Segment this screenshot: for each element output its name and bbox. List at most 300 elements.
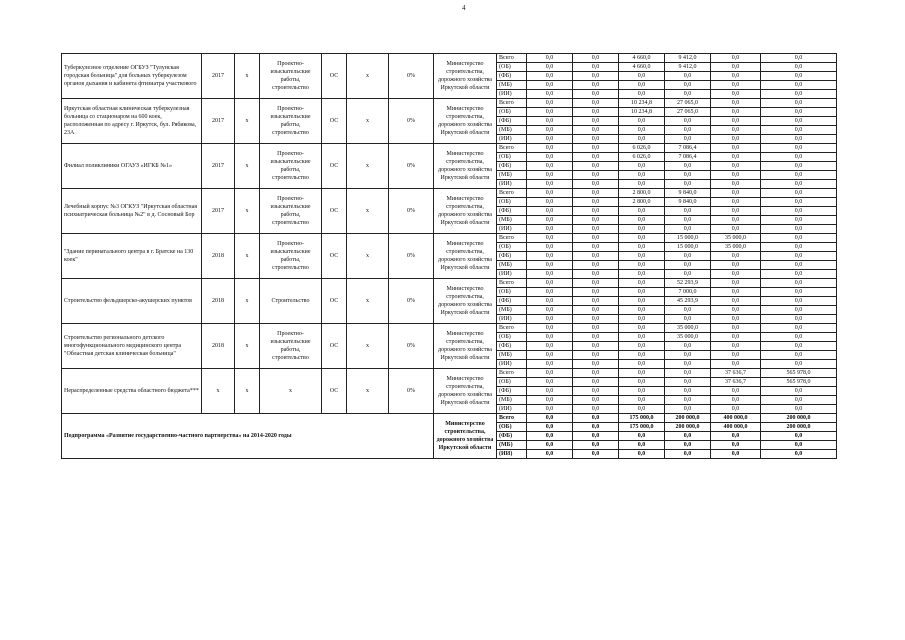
responsible-ministry: Министерство строительства, дорожного хозяйства Иркутской области	[434, 324, 497, 369]
funding-value: 0,0	[573, 81, 619, 90]
responsible-ministry: Министерство строительства, дорожного хозяйства Иркутской области	[434, 234, 497, 279]
funding-value: 0,0	[527, 225, 573, 234]
funding-value: 0,0	[573, 189, 619, 198]
funding-value: 0,0	[711, 261, 761, 270]
funding-source: (ИИ)	[497, 225, 527, 234]
ownership-form: ОС	[322, 54, 347, 99]
funding-value: 0,0	[761, 234, 837, 243]
funding-value: 200 000,0	[665, 423, 711, 432]
funding-source: Всего	[497, 279, 527, 288]
funding-value: 0,0	[665, 270, 711, 279]
funding-value: 0,0	[761, 162, 837, 171]
funding-value: 0,0	[619, 450, 665, 459]
ownership-form: ОС	[322, 99, 347, 144]
funding-source: (МБ)	[497, 171, 527, 180]
project-year: 2017	[202, 54, 235, 99]
placeholder-cell: x	[235, 234, 260, 279]
funding-value: 0,0	[573, 108, 619, 117]
funding-value: 0,0	[527, 189, 573, 198]
funding-value: 0,0	[619, 342, 665, 351]
funding-value: 0,0	[665, 207, 711, 216]
funding-value: 0,0	[665, 72, 711, 81]
funding-value: 9 840,0	[665, 198, 711, 207]
placeholder-cell: x	[347, 279, 389, 324]
work-type: x	[260, 369, 322, 414]
project-year: 2017	[202, 189, 235, 234]
funding-value: 0,0	[761, 351, 837, 360]
funding-value: 0,0	[711, 162, 761, 171]
funding-value: 0,0	[527, 243, 573, 252]
funding-value: 0,0	[619, 279, 665, 288]
funding-value: 0,0	[761, 81, 837, 90]
funding-value: 0,0	[527, 90, 573, 99]
funding-source: (ОБ)	[497, 63, 527, 72]
readiness-percent: 0%	[389, 189, 434, 234]
funding-value: 0,0	[761, 315, 837, 324]
funding-value: 175 000,0	[619, 414, 665, 423]
funding-value: 0,0	[527, 306, 573, 315]
funding-source: (МБ)	[497, 351, 527, 360]
funding-source: (МБ)	[497, 396, 527, 405]
funding-value: 0,0	[711, 450, 761, 459]
project-name: Строительство регионального детского многофункционального медицинского центра "Областная детская клиническая больница"	[62, 324, 202, 369]
funding-value: 0,0	[711, 171, 761, 180]
funding-value: 0,0	[619, 252, 665, 261]
funding-value: 175 000,0	[619, 423, 665, 432]
funding-value: 0,0	[527, 441, 573, 450]
funding-value: 0,0	[573, 162, 619, 171]
funding-value: 0,0	[665, 351, 711, 360]
funding-value: 0,0	[527, 360, 573, 369]
funding-value: 0,0	[527, 180, 573, 189]
funding-value: 0,0	[761, 324, 837, 333]
funding-value: 0,0	[527, 162, 573, 171]
funding-value: 0,0	[761, 243, 837, 252]
funding-value: 0,0	[761, 252, 837, 261]
funding-source: Всего	[497, 189, 527, 198]
placeholder-cell: x	[347, 99, 389, 144]
funding-value: 0,0	[527, 72, 573, 81]
funding-value: 0,0	[761, 288, 837, 297]
funding-source: (ИИ)	[497, 360, 527, 369]
funding-value: 0,0	[573, 180, 619, 189]
funding-value: 0,0	[573, 126, 619, 135]
responsible-ministry: Министерство строительства, дорожного хозяйства Иркутской области	[434, 54, 497, 99]
funding-value: 0,0	[573, 90, 619, 99]
funding-value: 0,0	[573, 387, 619, 396]
funding-value: 37 636,7	[711, 378, 761, 387]
funding-value: 0,0	[711, 117, 761, 126]
funding-value: 0,0	[761, 270, 837, 279]
page-number: 4	[462, 4, 466, 12]
funding-source: Всего	[497, 324, 527, 333]
funding-value: 0,0	[573, 441, 619, 450]
funding-value: 0,0	[665, 432, 711, 441]
funding-value: 0,0	[527, 63, 573, 72]
funding-value: 0,0	[619, 90, 665, 99]
funding-value: 0,0	[619, 270, 665, 279]
responsible-ministry: Министерство строительства, дорожного хозяйства Иркутской области	[434, 369, 497, 414]
responsible-ministry: Министерство строительства, дорожного хозяйства Иркутской области	[434, 99, 497, 144]
funding-source: (ИИ)	[497, 270, 527, 279]
funding-value: 6 026,0	[619, 153, 665, 162]
funding-value: 0,0	[711, 153, 761, 162]
funding-value: 0,0	[711, 252, 761, 261]
funding-value: 0,0	[665, 378, 711, 387]
funding-value: 0,0	[619, 315, 665, 324]
funding-value: 0,0	[619, 234, 665, 243]
funding-value: 0,0	[711, 108, 761, 117]
funding-value: 0,0	[573, 54, 619, 63]
project-year: x	[202, 369, 235, 414]
funding-value: 15 000,0	[665, 243, 711, 252]
funding-value: 0,0	[619, 297, 665, 306]
readiness-percent: 0%	[389, 324, 434, 369]
subprogram-name: Подпрограмма «Развитие государственно-частного партнерства» на 2014-2020 годы	[62, 414, 434, 459]
funding-value: 0,0	[665, 405, 711, 414]
funding-value: 0,0	[711, 324, 761, 333]
funding-value: 0,0	[527, 387, 573, 396]
funding-value: 0,0	[711, 360, 761, 369]
funding-value: 0,0	[711, 225, 761, 234]
funding-value: 0,0	[619, 135, 665, 144]
funding-value: 0,0	[573, 288, 619, 297]
table-row	[62, 189, 837, 198]
funding-value: 0,0	[527, 432, 573, 441]
funding-source: (ФБ)	[497, 342, 527, 351]
funding-source: (ОБ)	[497, 333, 527, 342]
funding-value: 0,0	[573, 432, 619, 441]
funding-source: (МБ)	[497, 441, 527, 450]
work-type: Проектно-изыскательские работы, строительство	[260, 324, 322, 369]
funding-value: 0,0	[573, 99, 619, 108]
funding-value: 27 065,0	[665, 99, 711, 108]
funding-value: 0,0	[527, 99, 573, 108]
funding-source: (ФБ)	[497, 297, 527, 306]
funding-value: 0,0	[711, 387, 761, 396]
funding-value: 0,0	[527, 351, 573, 360]
project-name: Филиал поликлиники ОГАУЗ «ИГКБ №1»	[62, 144, 202, 189]
funding-value: 0,0	[527, 198, 573, 207]
funding-value: 0,0	[619, 180, 665, 189]
funding-value: 0,0	[711, 351, 761, 360]
funding-value: 0,0	[665, 216, 711, 225]
funding-source: (ИИ)	[497, 450, 527, 459]
readiness-percent: 0%	[389, 369, 434, 414]
funding-source: Всего	[497, 99, 527, 108]
funding-value: 0,0	[573, 396, 619, 405]
funding-source: Всего	[497, 369, 527, 378]
funding-value: 0,0	[573, 63, 619, 72]
funding-value: 0,0	[527, 135, 573, 144]
funding-value: 0,0	[761, 333, 837, 342]
funding-value: 10 234,8	[619, 108, 665, 117]
funding-value: 565 978,0	[761, 369, 837, 378]
funding-value: 0,0	[527, 333, 573, 342]
funding-value: 7 000,0	[665, 288, 711, 297]
funding-value: 0,0	[761, 180, 837, 189]
funding-value: 0,0	[619, 243, 665, 252]
placeholder-cell: x	[235, 369, 260, 414]
funding-value: 0,0	[711, 63, 761, 72]
funding-value: 0,0	[761, 153, 837, 162]
funding-value: 45 293,9	[665, 297, 711, 306]
funding-value: 0,0	[619, 378, 665, 387]
placeholder-cell: x	[347, 54, 389, 99]
funding-value: 0,0	[665, 261, 711, 270]
project-year: 2017	[202, 99, 235, 144]
subprogram-ministry: Министерство строительства, дорожного хозяйства Иркутской области	[434, 414, 497, 459]
funding-source: (ИИ)	[497, 90, 527, 99]
funding-value: 9 840,0	[665, 189, 711, 198]
funding-source: (ФБ)	[497, 162, 527, 171]
funding-value: 0,0	[665, 90, 711, 99]
funding-source: (ОБ)	[497, 108, 527, 117]
funding-source: Всего	[497, 414, 527, 423]
funding-value: 0,0	[573, 351, 619, 360]
funding-value: 0,0	[761, 144, 837, 153]
funding-source: (ОБ)	[497, 243, 527, 252]
funding-value: 0,0	[665, 387, 711, 396]
funding-value: 0,0	[761, 441, 837, 450]
funding-value: 0,0	[761, 405, 837, 414]
funding-value: 0,0	[573, 315, 619, 324]
work-type: Проектно-изыскательские работы, строительство	[260, 99, 322, 144]
funding-value: 0,0	[761, 72, 837, 81]
funding-value: 0,0	[761, 279, 837, 288]
project-name: Туберкулезное отделение ОГБУЗ "Тулунская городская больница" для больных туберкулезом органов дыхания и кабинета фтизиатра участкового	[62, 54, 202, 99]
funding-source: (ИИ)	[497, 135, 527, 144]
funding-value: 0,0	[573, 333, 619, 342]
project-name: Иркутская областная клиническая туберкулезная больница со стационаром на 600 коек, расположенная по адресу г. Иркутск, бул. Рябикова, 23А	[62, 99, 202, 144]
funding-value: 0,0	[573, 72, 619, 81]
funding-value: 0,0	[761, 225, 837, 234]
funding-source: (ФБ)	[497, 117, 527, 126]
funding-value: 0,0	[665, 81, 711, 90]
funding-value: 2 800,0	[619, 189, 665, 198]
funding-source: (ФБ)	[497, 387, 527, 396]
funding-value: 0,0	[761, 189, 837, 198]
funding-value: 0,0	[665, 180, 711, 189]
funding-value: 35 000,0	[711, 243, 761, 252]
funding-source: (ОБ)	[497, 198, 527, 207]
funding-value: 0,0	[573, 360, 619, 369]
funding-value: 0,0	[573, 450, 619, 459]
funding-value: 0,0	[527, 288, 573, 297]
funding-value: 0,0	[527, 252, 573, 261]
funding-value: 0,0	[711, 189, 761, 198]
funding-value: 0,0	[711, 270, 761, 279]
funding-value: 0,0	[711, 279, 761, 288]
funding-value: 0,0	[619, 369, 665, 378]
funding-value: 0,0	[619, 81, 665, 90]
funding-value: 0,0	[527, 414, 573, 423]
funding-value: 0,0	[573, 144, 619, 153]
funding-value: 0,0	[619, 72, 665, 81]
funding-value: 0,0	[761, 342, 837, 351]
funding-value: 0,0	[711, 432, 761, 441]
funding-value: 10 234,8	[619, 99, 665, 108]
table-row	[62, 54, 837, 63]
funding-value: 37 636,7	[711, 369, 761, 378]
funding-value: 0,0	[573, 207, 619, 216]
funding-value: 7 086,4	[665, 153, 711, 162]
funding-value: 200 000,0	[665, 414, 711, 423]
funding-value: 0,0	[711, 198, 761, 207]
funding-value: 0,0	[527, 396, 573, 405]
funding-value: 200 000,0	[761, 414, 837, 423]
funding-value: 200 000,0	[761, 423, 837, 432]
table-row	[62, 324, 837, 333]
funding-value: 0,0	[665, 225, 711, 234]
funding-source: (ФБ)	[497, 72, 527, 81]
funding-value: 6 026,0	[619, 144, 665, 153]
funding-value: 0,0	[573, 324, 619, 333]
funding-value: 0,0	[619, 351, 665, 360]
funding-value: 0,0	[761, 432, 837, 441]
readiness-percent: 0%	[389, 54, 434, 99]
project-name: "Здание перинатального центра в г. Братске на 130 коек"	[62, 234, 202, 279]
funding-value: 0,0	[761, 396, 837, 405]
funding-value: 0,0	[711, 342, 761, 351]
funding-value: 0,0	[527, 117, 573, 126]
funding-value: 27 065,0	[665, 108, 711, 117]
ownership-form: ОС	[322, 234, 347, 279]
work-type: Проектно-изыскательские работы, строительство	[260, 54, 322, 99]
funding-value: 15 000,0	[665, 234, 711, 243]
funding-value: 0,0	[527, 270, 573, 279]
funding-source: (МБ)	[497, 261, 527, 270]
funding-value: 0,0	[527, 297, 573, 306]
funding-value: 0,0	[761, 90, 837, 99]
funding-value: 0,0	[619, 216, 665, 225]
readiness-percent: 0%	[389, 144, 434, 189]
funding-value: 565 978,0	[761, 378, 837, 387]
funding-value: 0,0	[527, 81, 573, 90]
funding-value: 0,0	[527, 315, 573, 324]
funding-value: 0,0	[619, 261, 665, 270]
funding-source: Всего	[497, 234, 527, 243]
funding-value: 0,0	[665, 135, 711, 144]
funding-value: 0,0	[573, 405, 619, 414]
funding-source: (ОБ)	[497, 423, 527, 432]
funding-value: 0,0	[619, 441, 665, 450]
project-name: Нераспределенные средства областного бюджета***	[62, 369, 202, 414]
placeholder-cell: x	[235, 279, 260, 324]
funding-value: 0,0	[761, 63, 837, 72]
project-year: 2018	[202, 324, 235, 369]
funding-value: 0,0	[573, 198, 619, 207]
funding-value: 0,0	[619, 405, 665, 414]
project-year: 2018	[202, 234, 235, 279]
funding-value: 0,0	[761, 198, 837, 207]
funding-value: 35 000,0	[665, 333, 711, 342]
funding-value: 0,0	[619, 306, 665, 315]
project-year: 2018	[202, 279, 235, 324]
funding-value: 0,0	[527, 153, 573, 162]
funding-value: 0,0	[711, 81, 761, 90]
funding-value: 0,0	[711, 207, 761, 216]
placeholder-cell: x	[235, 99, 260, 144]
funding-source: (ОБ)	[497, 153, 527, 162]
funding-value: 0,0	[527, 261, 573, 270]
funding-value: 0,0	[573, 135, 619, 144]
funding-value: 0,0	[711, 333, 761, 342]
funding-value: 0,0	[711, 441, 761, 450]
subprogram-row	[62, 414, 837, 423]
funding-value: 0,0	[573, 297, 619, 306]
funding-value: 0,0	[573, 225, 619, 234]
project-name: Строительство фельдшерско-акушерских пунктов	[62, 279, 202, 324]
responsible-ministry: Министерство строительства, дорожного хозяйства Иркутской области	[434, 189, 497, 234]
funding-source: (МБ)	[497, 81, 527, 90]
funding-value: 0,0	[527, 279, 573, 288]
ownership-form: ОС	[322, 369, 347, 414]
placeholder-cell: x	[347, 234, 389, 279]
funding-value: 0,0	[619, 396, 665, 405]
table-row	[62, 99, 837, 108]
funding-value: 0,0	[711, 216, 761, 225]
funding-value: 0,0	[619, 333, 665, 342]
funding-value: 0,0	[527, 108, 573, 117]
funding-value: 0,0	[573, 171, 619, 180]
funding-value: 0,0	[761, 297, 837, 306]
funding-source: (ФБ)	[497, 207, 527, 216]
funding-value: 0,0	[619, 387, 665, 396]
table-row	[62, 279, 837, 288]
funding-value: 0,0	[665, 126, 711, 135]
funding-value: 0,0	[619, 288, 665, 297]
work-type: Проектно-изыскательские работы, строительство	[260, 234, 322, 279]
table-row	[62, 369, 837, 378]
funding-source: Всего	[497, 144, 527, 153]
placeholder-cell: x	[235, 54, 260, 99]
funding-value: 0,0	[573, 423, 619, 432]
work-type: Строительство	[260, 279, 322, 324]
funding-value: 0,0	[711, 99, 761, 108]
funding-value: 0,0	[619, 432, 665, 441]
funding-value: 0,0	[573, 243, 619, 252]
funding-value: 0,0	[761, 54, 837, 63]
funding-value: 0,0	[665, 369, 711, 378]
funding-source: (ИИ)	[497, 180, 527, 189]
funding-value: 0,0	[619, 360, 665, 369]
funding-value: 0,0	[619, 324, 665, 333]
funding-value: 0,0	[761, 360, 837, 369]
funding-value: 0,0	[527, 369, 573, 378]
funding-source: (МБ)	[497, 306, 527, 315]
placeholder-cell: x	[347, 189, 389, 234]
funding-value: 0,0	[665, 450, 711, 459]
readiness-percent: 0%	[389, 279, 434, 324]
funding-value: 0,0	[527, 216, 573, 225]
work-type: Проектно-изыскательские работы, строительство	[260, 144, 322, 189]
funding-source: (ФБ)	[497, 252, 527, 261]
funding-value: 0,0	[527, 423, 573, 432]
ownership-form: ОС	[322, 324, 347, 369]
placeholder-cell: x	[235, 324, 260, 369]
placeholder-cell: x	[347, 324, 389, 369]
funding-value: 0,0	[711, 135, 761, 144]
readiness-percent: 0%	[389, 99, 434, 144]
funding-value: 0,0	[573, 414, 619, 423]
funding-value: 0,0	[711, 306, 761, 315]
funding-value: 7 086,4	[665, 144, 711, 153]
funding-value: 0,0	[619, 162, 665, 171]
funding-value: 0,0	[761, 99, 837, 108]
budget-table	[61, 53, 837, 459]
funding-value: 0,0	[711, 288, 761, 297]
